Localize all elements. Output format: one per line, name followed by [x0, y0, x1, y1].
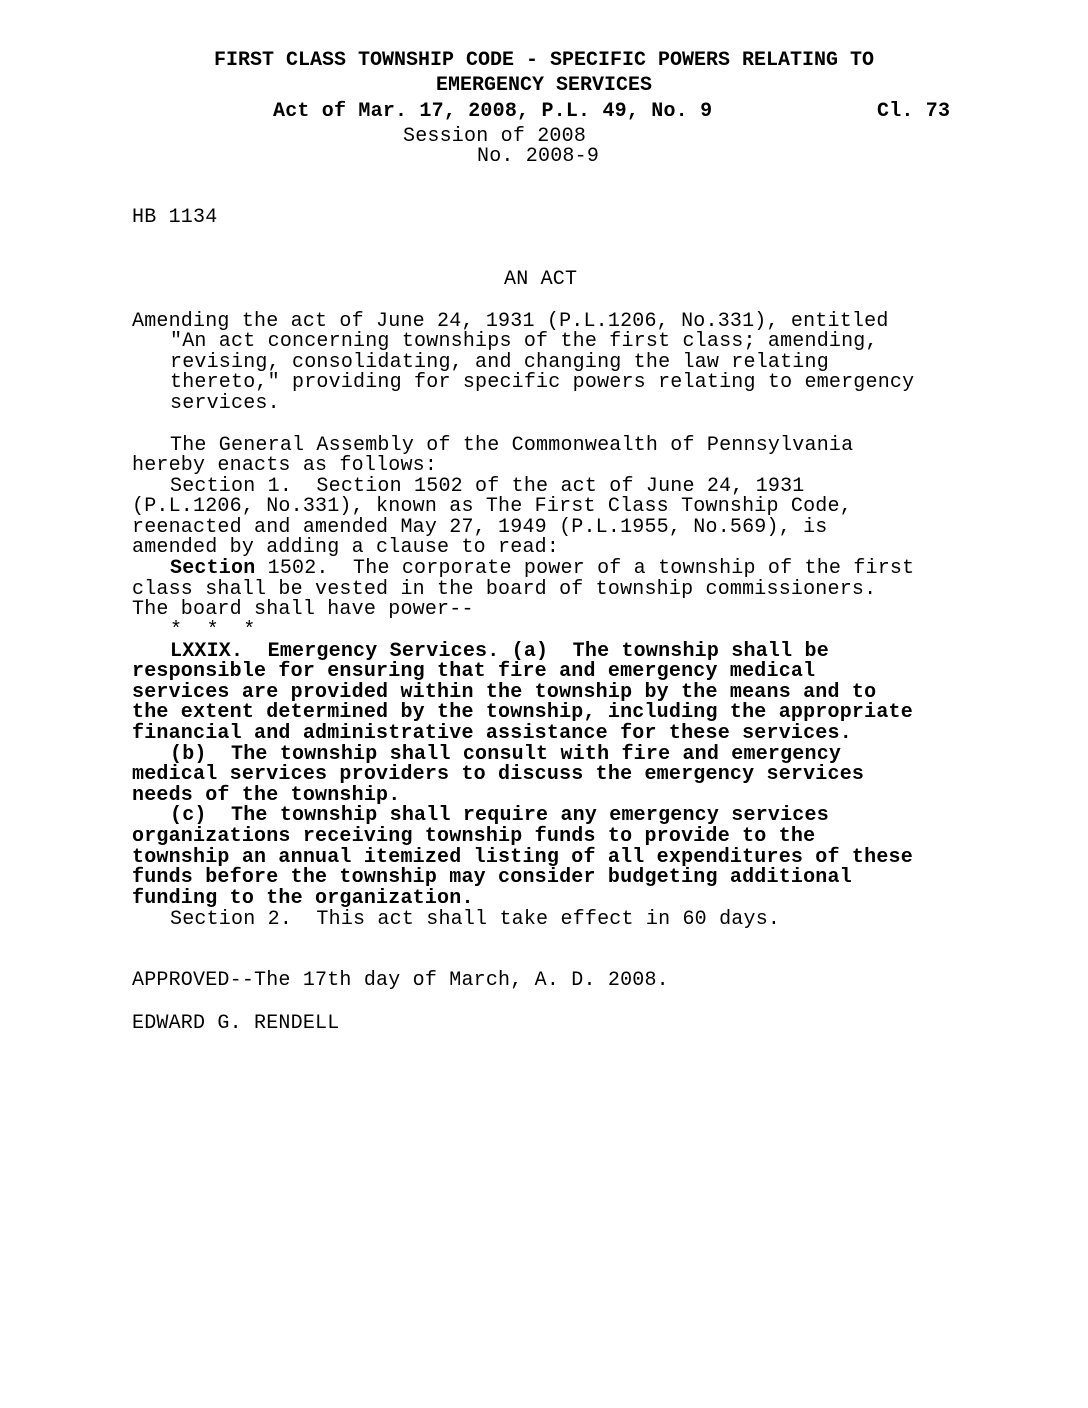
preamble-line: services. — [170, 392, 280, 415]
clause-lxxix-line: township an annual itemized listing of all expenditures of these — [132, 846, 913, 869]
section-1-line: Section 1. Section 1502 of the act of June 24, 1931 — [170, 475, 805, 498]
act-heading: AN ACT — [504, 268, 578, 291]
section-1502-line: The board shall have power-- — [132, 598, 474, 621]
clause-lxxix-line: financial and administrative assistance for these services. — [132, 722, 852, 745]
clause-lxxix-line: the extent determined by the township, including the appropriate — [132, 701, 913, 724]
clause-lxxix-line: services are provided within the township by the means and to — [132, 681, 877, 704]
section-1-line: (P.L.1206, No.331), known as The First Class Township Code, — [132, 495, 852, 518]
clause-lxxix-line: funds before the township may consider budgeting additional — [132, 866, 852, 889]
act-number: No. 2008-9 — [477, 145, 600, 168]
section-1502-first-line — [170, 559, 914, 579]
section-1502-label: Section — [170, 557, 256, 580]
clause-lxxix-line: needs of the township. — [132, 784, 401, 807]
clause-lxxix-line: (c) The township shall require any emergency services — [170, 804, 829, 827]
section-2: Section 2. This act shall take effect in 60 days. — [170, 908, 781, 931]
bill-number: HB 1134 — [132, 206, 218, 229]
clause-lxxix-line: LXXIX. Emergency Services. (a) The township shall be — [170, 640, 829, 663]
clause-lxxix-line: (b) The township shall consult with fire and emergency — [170, 743, 842, 766]
enacting-line: hereby enacts as follows: — [132, 454, 438, 477]
act-citation: Act of Mar. 17, 2008, P.L. 49, No. 9 — [273, 100, 713, 123]
clause-lxxix-line: organizations receiving township funds to provide to the — [132, 825, 816, 848]
preamble-line: "An act concerning townships of the first class; amending, — [170, 330, 878, 353]
class-label: Cl. 73 — [877, 100, 951, 123]
preamble-line: thereto," providing for specific powers relating to emergency — [170, 371, 915, 394]
approval-date: APPROVED--The 17th day of March, A. D. 2008. — [132, 969, 669, 992]
document-title-line-2: EMERGENCY SERVICES — [435, 74, 653, 97]
section-1502-text: 1502. The corporate power of a township of the first — [255, 557, 915, 580]
clause-lxxix-line: responsible for ensuring that fire and emergency medical — [132, 660, 816, 683]
clause-lxxix-line: medical services providers to discuss the emergency services — [132, 763, 865, 786]
enacting-line: The General Assembly of the Commonwealth of Pennsylvania — [170, 434, 854, 457]
preamble-line: Amending the act of June 24, 1931 (P.L.1206, No.331), entitled — [132, 310, 889, 333]
omitted-text-marker: * * * — [170, 619, 256, 642]
session-label: Session of 2008 — [403, 125, 587, 148]
section-1502-line: class shall be vested in the board of township commissioners. — [132, 578, 877, 601]
section-1-line: reenacted and amended May 27, 1949 (P.L.1955, No.569), is — [132, 516, 828, 539]
preamble-line: revising, consolidating, and changing the law relating — [170, 351, 829, 374]
section-1-line: amended by adding a clause to read: — [132, 536, 560, 559]
governor-signature: EDWARD G. RENDELL — [132, 1012, 340, 1035]
clause-lxxix-line: funding to the organization. — [132, 887, 474, 910]
document-title-line-1: FIRST CLASS TOWNSHIP CODE - SPECIFIC POWERS RELATING TO — [213, 49, 875, 72]
